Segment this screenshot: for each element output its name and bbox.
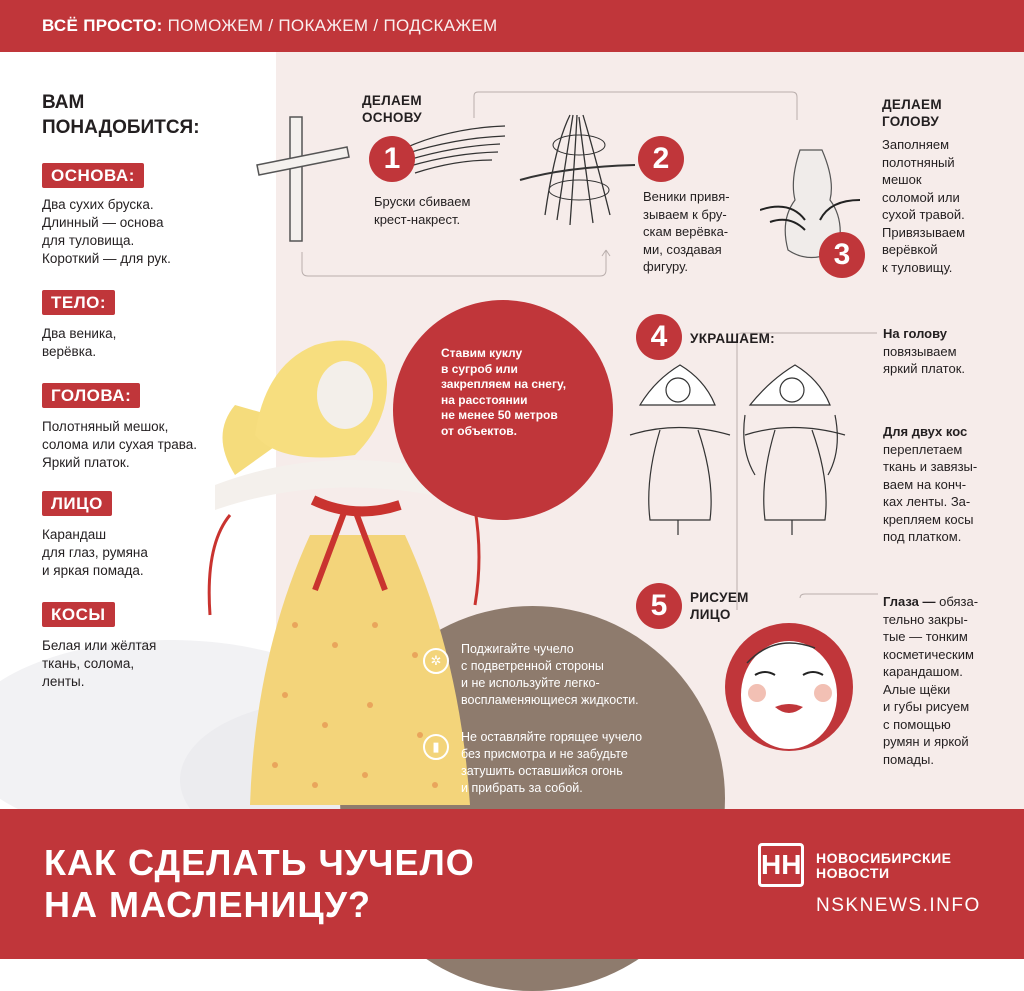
step-3-text: Заполняем полотняный мешок соломой или сухой травой. Привязываем верёвкой к туловищу.	[882, 137, 966, 275]
step-1-text: Бруски сбиваем крест-накрест.	[374, 194, 471, 227]
step-2-badge: 2	[638, 136, 684, 182]
step-5-badge: 5	[636, 583, 682, 629]
face-header: РИСУЕМ ЛИЦО	[690, 590, 749, 622]
tag-braids: КОСЫ	[42, 602, 115, 627]
step-3-badge: 3	[819, 232, 865, 278]
header-rest: ПОМОЖЕМ / ПОКАЖЕМ / ПОДСКАЖЕМ	[167, 16, 498, 35]
tag-base: ОСНОВА:	[42, 163, 144, 188]
frame-illustration	[515, 105, 645, 235]
placement-note-text: Ставим куклу в сугроб или закрепляем на снегу, на расстоянии не менее 50 метров от объектов.	[441, 346, 567, 438]
tag-face: ЛИЦО	[42, 491, 112, 516]
decorate-header: УКРАШАЕМ:	[690, 331, 775, 346]
fire-icon: ✲	[423, 648, 449, 674]
extinguisher-icon: ▮	[423, 734, 449, 760]
dolls-illustration	[620, 360, 860, 535]
step-4-badge: 4	[636, 314, 682, 360]
need-text: Два веника, верёвка.	[42, 326, 117, 359]
need-text: Карандаш для глаз, румяна и яркая помада.	[42, 527, 148, 578]
brand-name: НОВОСИБИРСКИЕ НОВОСТИ	[816, 850, 952, 881]
need-text: Два сухих бруска. Длинный — основа для туловища. Короткий — для рук.	[42, 197, 171, 266]
warning-1: Поджигайте чучело с подветренной стороны и не используйте легко- воспламеняющиеся жидкости.	[461, 642, 639, 707]
need-text: Белая или жёлтая ткань, солома, ленты.	[42, 638, 157, 689]
page-title: КАК СДЕЛАТЬ ЧУЧЕЛО НА МАСЛЕНИЦУ?	[44, 842, 475, 925]
tag-head: ГОЛОВА:	[42, 383, 140, 408]
step-1-badge: 1	[369, 136, 415, 182]
need-title: ВАМ ПОНАДОБИТСЯ:	[42, 92, 200, 138]
step-5-text: Глаза — обяза- тельно закры- тые — тонким косметическим карандашом. Алые щёки и губы рисуем с помощью румян и яркой помады.	[883, 594, 979, 767]
face-illustration	[725, 623, 853, 751]
brand-logo: НН	[758, 843, 804, 887]
step-2-text: Веники привя- зываем к бру- скам верёвка- ми, создавая фигуру.	[643, 189, 730, 274]
cross-illustration	[252, 115, 362, 245]
site-link[interactable]: NSKNEWS.INFO	[816, 895, 981, 916]
head-header: ДЕЛАЕМ ГОЛОВУ	[882, 97, 942, 129]
step-4-braid-text: Для двух кос переплетаем ткань и завязы- ваем на конч- ках ленты. За- крепляем косы под платком.	[883, 424, 978, 544]
tag-body: ТЕЛО:	[42, 290, 115, 315]
warning-2: Не оставляйте горящее чучело без присмотра и не забудьте затушить оставшийся огонь и прибрать за собой.	[461, 730, 643, 795]
base-header: ДЕЛАЕМ ОСНОВУ	[362, 93, 422, 125]
broom-illustration	[400, 118, 510, 188]
need-text: Полотняный мешок, солома или сухая трава. Яркий платок.	[42, 419, 198, 470]
header-bold: ВСЁ ПРОСТО:	[42, 16, 163, 35]
step-4-head-text: На голову повязываем яркий платок.	[883, 326, 965, 376]
